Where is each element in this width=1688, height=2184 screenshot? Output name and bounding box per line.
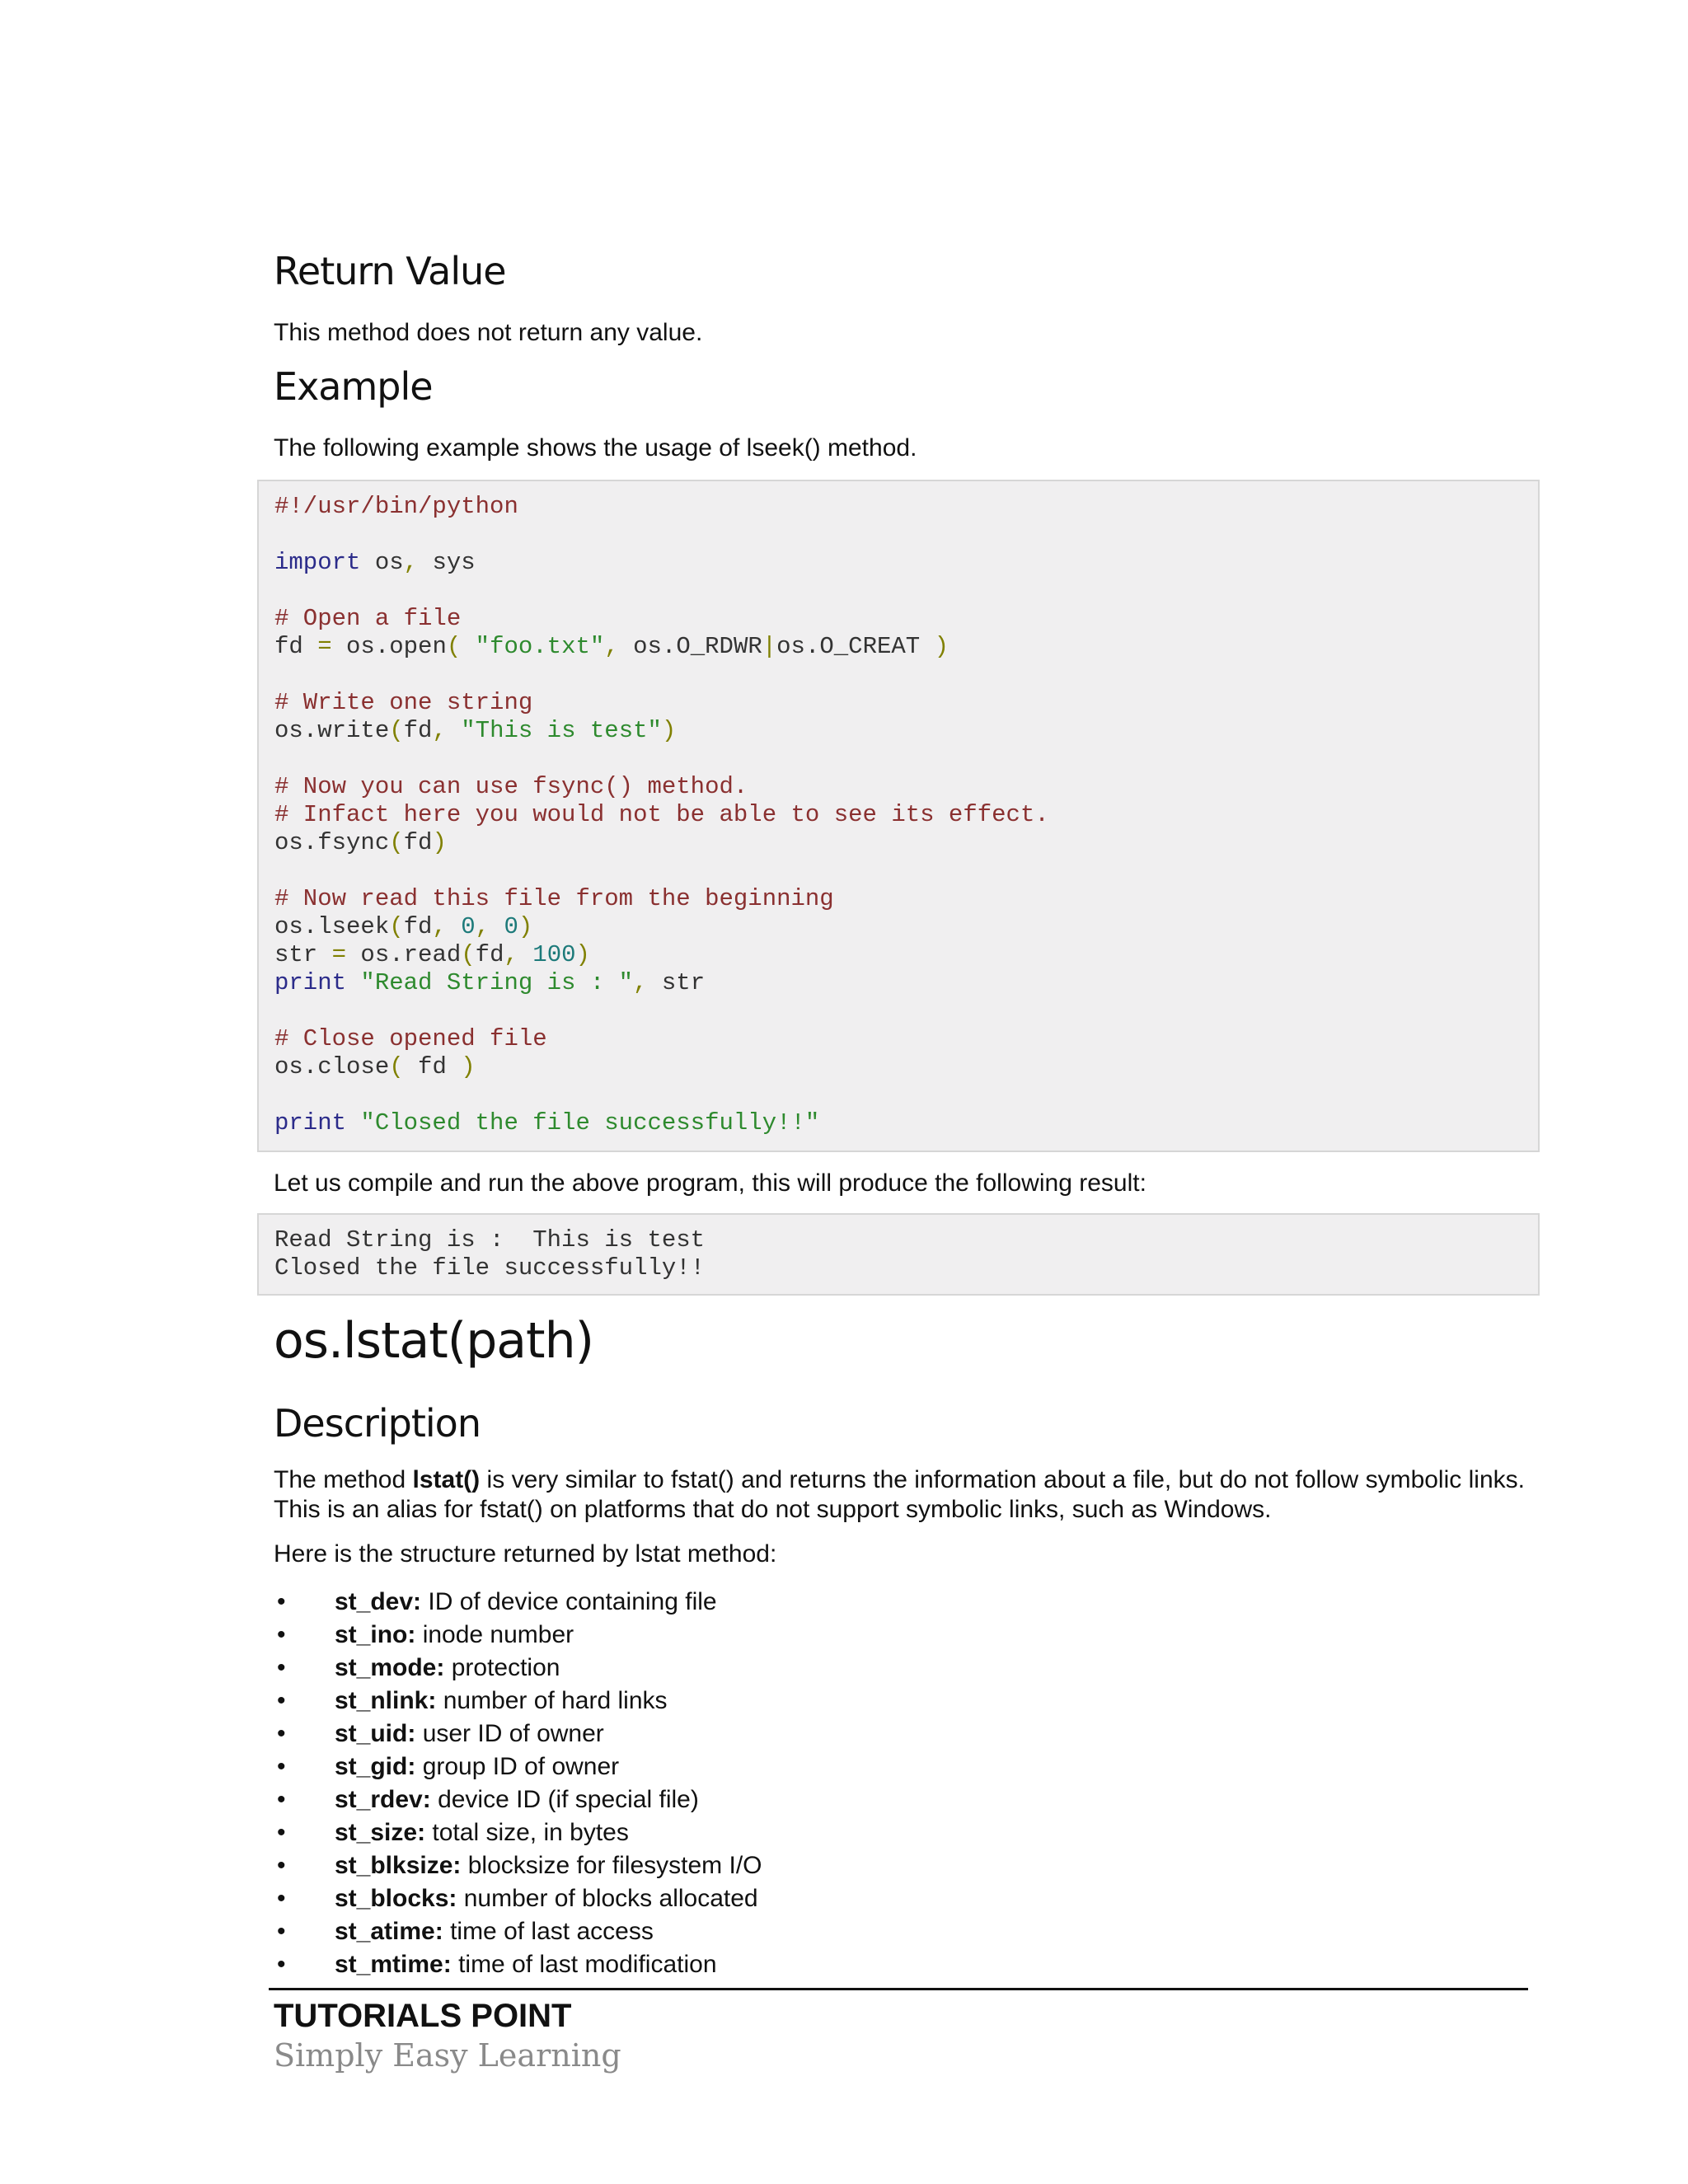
return-value-heading: Return Value — [274, 249, 506, 293]
bullet-icon: • — [277, 1852, 286, 1879]
bullet-icon: • — [277, 1918, 286, 1945]
code-line: # Now read this file from the beginning — [274, 885, 834, 912]
list-item: • st_mtime: time of last modification — [274, 1948, 762, 1981]
code-line: # Open a file — [274, 605, 462, 632]
desc-rest: is very similar to fstat() and returns the information about a file, but do not follow symbolic links. This is an alias for fstat() on platforms that do not support symbolic links, such as Windows. — [274, 1466, 1525, 1523]
list-item: • st_atime: time of last access — [274, 1915, 762, 1948]
list-item: • st_blksize: blocksize for filesystem I/O — [274, 1849, 762, 1882]
code-line: print "Read String is : ", str — [274, 969, 706, 996]
bullet-icon: • — [277, 1819, 286, 1846]
stat-fields-list — [274, 1586, 762, 1981]
bullet-icon: • — [277, 1654, 286, 1681]
code-line: # Close opened file — [274, 1025, 547, 1052]
bullet-icon: • — [277, 1588, 286, 1615]
output-block — [257, 1213, 1540, 1296]
code-line: str = os.read(fd, 100) — [274, 941, 590, 968]
footer-divider — [269, 1988, 1528, 1990]
bullet-icon: • — [277, 1753, 286, 1780]
code-line: import os, sys — [274, 549, 476, 576]
code-line: os.lseek(fd, 0, 0) — [274, 913, 533, 940]
desc-prefix: The method — [274, 1466, 413, 1493]
list-item: • st_gid: group ID of owner — [274, 1750, 762, 1783]
list-item: • st_nlink: number of hard links — [274, 1685, 762, 1718]
output-line: Read String is : This is test — [274, 1226, 706, 1254]
bullet-icon: • — [277, 1951, 286, 1978]
bullet-icon: • — [277, 1687, 286, 1714]
code-line: os.write(fd, "This is test") — [274, 717, 677, 744]
output-content — [259, 1215, 1538, 1282]
list-item: • st_uid: user ID of owner — [274, 1718, 762, 1750]
lstat-title: os.lstat(path) — [274, 1312, 594, 1370]
list-item: • st_mode: protection — [274, 1652, 762, 1685]
list-item: • st_dev: ID of device containing file — [274, 1586, 762, 1619]
code-line: # Now you can use fsync() method. — [274, 773, 748, 800]
code-line: # Infact here you would not be able to see its effect. — [274, 801, 1049, 828]
code-line: os.close( fd ) — [274, 1053, 476, 1080]
description-heading: Description — [274, 1401, 481, 1446]
footer-tagline: Simply Easy Learning — [274, 2037, 621, 2074]
return-value-text: This method does not return any value. — [274, 319, 703, 346]
code-line: #!/usr/bin/python — [274, 493, 518, 520]
bullet-icon: • — [277, 1885, 286, 1912]
output-line: Closed the file successfully!! — [274, 1254, 706, 1282]
lstat-description — [274, 1465, 1525, 1525]
code-content — [259, 481, 1538, 1137]
example-intro: The following example shows the usage of lseek() method. — [274, 434, 917, 462]
result-intro: Let us compile and run the above program, this will produce the following result: — [274, 1169, 1146, 1197]
code-line: fd = os.open( "foo.txt", os.O_RDWR|os.O_CREAT ) — [274, 633, 949, 660]
bullet-icon: • — [277, 1621, 286, 1648]
structure-intro: Here is the structure returned by lstat method: — [274, 1540, 777, 1568]
code-block — [257, 480, 1540, 1152]
example-heading: Example — [274, 364, 433, 409]
list-item: • st_rdev: device ID (if special file) — [274, 1783, 762, 1816]
bullet-icon: • — [277, 1720, 286, 1747]
bullet-icon: • — [277, 1786, 286, 1813]
desc-method-name: lstat() — [412, 1466, 481, 1493]
list-item: • st_size: total size, in bytes — [274, 1816, 762, 1849]
footer-brand: TUTORIALS POINT — [274, 1998, 572, 2034]
list-item: • st_blocks: number of blocks allocated — [274, 1882, 762, 1915]
code-line: os.fsync(fd) — [274, 829, 447, 856]
code-line: print "Closed the file successfully!!" — [274, 1109, 820, 1137]
code-line: # Write one string — [274, 689, 533, 716]
list-item: • st_ino: inode number — [274, 1619, 762, 1652]
